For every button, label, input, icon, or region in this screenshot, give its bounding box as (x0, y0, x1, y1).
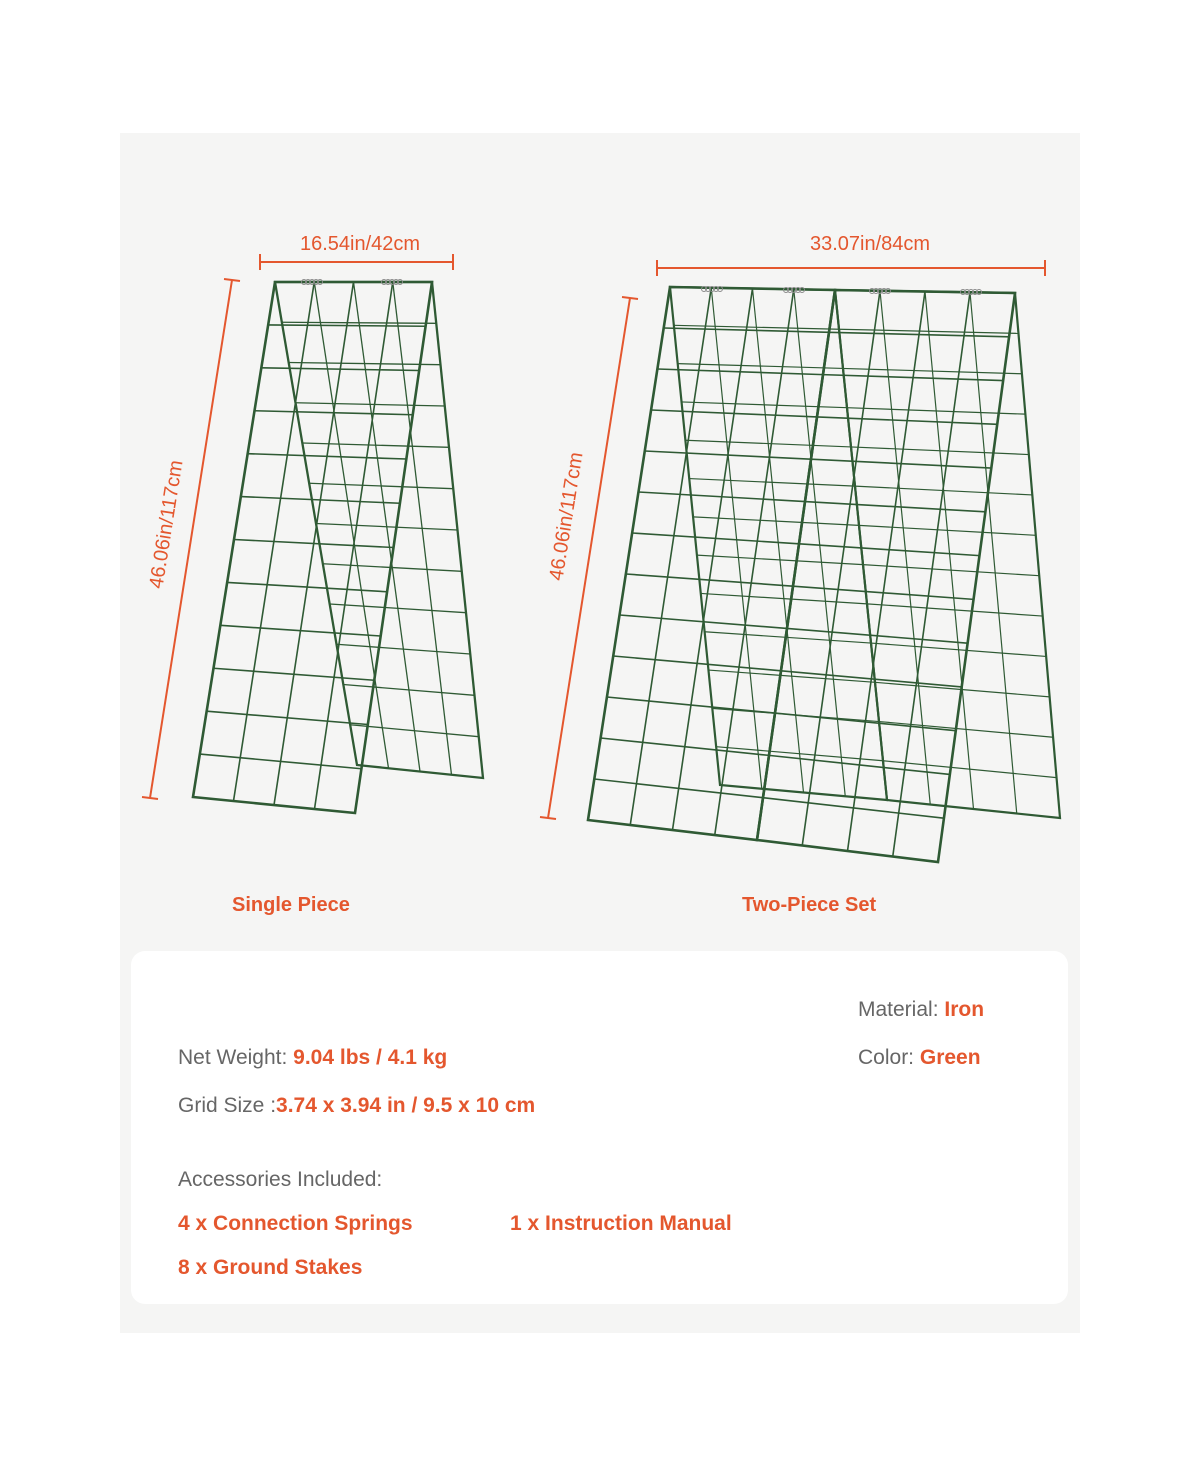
set-height-label: 46.06in/117cm (545, 450, 588, 583)
grid-size-label: Grid Size : (178, 1094, 277, 1117)
grid-size-value: 3.74 x 3.94 in / 9.5 x 10 cm (276, 1094, 536, 1117)
two-piece-caption: Two-Piece Set (742, 894, 877, 916)
net-weight-spec (178, 1046, 447, 1070)
set-right-front-panel-horizontal-wire (775, 713, 956, 731)
single-front-panel-horizontal-wire (268, 325, 425, 326)
set-width-label: 33.07in/84cm (810, 233, 931, 255)
net-weight-label: Net Weight: (178, 1046, 288, 1069)
material-spec (858, 998, 984, 1022)
single-piece-caption: Single Piece (232, 894, 350, 916)
color-spec (858, 1046, 981, 1070)
single-height-label: 46.06in/117cm (145, 458, 188, 591)
set-left-front-panel-horizontal-wire (607, 697, 775, 713)
set-right-front-panel-horizontal-wire (763, 798, 944, 819)
accessory-item: 4 x Connection Springs (178, 1212, 413, 1235)
set-right-back-panel-vertical-wire (925, 292, 974, 810)
accessory-item: 1 x Instruction Manual (510, 1212, 732, 1235)
set-left-front-panel-vertical-wire (630, 288, 711, 825)
set-left-front-panel-horizontal-wire (594, 779, 763, 798)
set-left-back-panel-vertical-wire (753, 289, 804, 793)
color-label: Color: (858, 1046, 915, 1069)
set-right-back-panel-vertical-wire (970, 292, 1017, 813)
accessories-heading: Accessories Included: (178, 1168, 383, 1191)
single-back-panel-horizontal-wire (282, 322, 436, 323)
single-width-label: 16.54in/42cm (300, 233, 421, 255)
material-value: Iron (944, 998, 985, 1021)
material-label: Material: (858, 998, 939, 1021)
accessory-item: 8 x Ground Stakes (178, 1256, 363, 1279)
set-left-front-panel-horizontal-wire (601, 738, 769, 755)
color-value: Green (919, 1046, 981, 1069)
net-weight-value: 9.04 lbs / 4.1 kg (293, 1046, 448, 1069)
grid-size-spec (178, 1094, 535, 1118)
